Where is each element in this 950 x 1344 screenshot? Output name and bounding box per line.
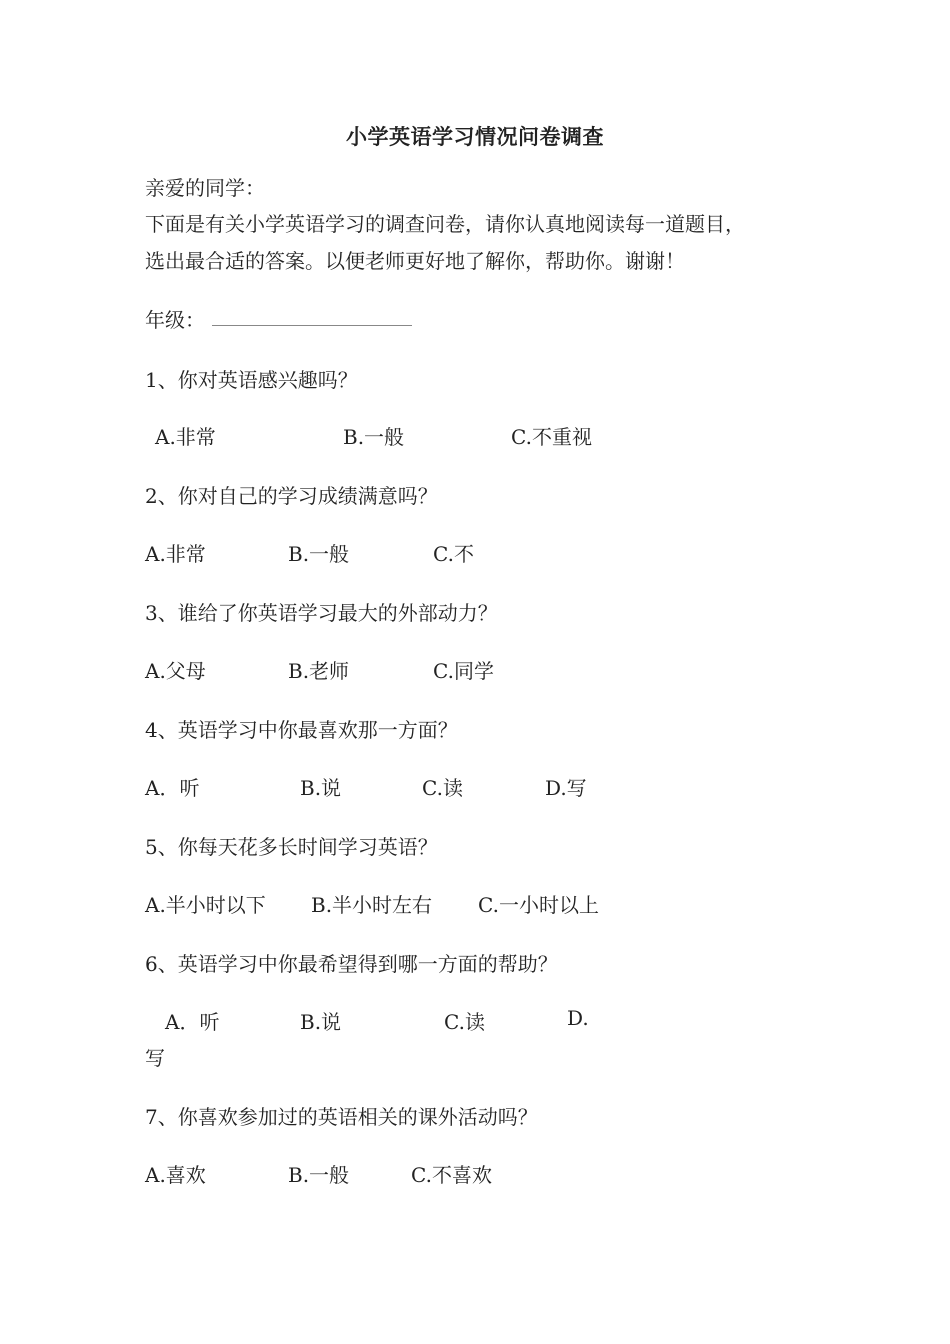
q1-option-a[interactable]: A.非常 [155,425,216,449]
intro-line-2: 选出最合适的答案。以便老师更好地了解你，帮助你。谢谢！ [145,249,685,273]
q5-option-a[interactable]: A.半小时以下 [145,893,266,917]
grade-label: 年级： [145,308,205,332]
q7-option-c[interactable]: C.不喜欢 [411,1163,492,1187]
q6-option-d[interactable]: D. [567,1006,589,1030]
q3-option-b[interactable]: B.老师 [288,659,350,683]
question-2: 2、你对自己的学习成绩满意吗？ [145,484,438,508]
q5-option-b[interactable]: B.半小时左右 [311,893,433,917]
q4-option-d[interactable]: D.写 [545,776,587,800]
q7-option-b[interactable]: B.一般 [288,1163,350,1187]
q2-option-c[interactable]: C.不 [433,542,474,566]
q6-option-c[interactable]: C.读 [444,1010,485,1034]
question-6: 6、英语学习中你最希望得到哪一方面的帮助？ [145,952,558,976]
question-1: 1、你对英语感兴趣吗？ [145,368,358,392]
intro-line-1: 下面是有关小学英语学习的调查问卷，请你认真地阅读每一道题目， [145,212,745,236]
q2-option-a[interactable]: A.非常 [145,542,206,566]
q6-option-a[interactable]: A．听 [165,1010,220,1034]
q1-option-c[interactable]: C.不重视 [511,425,592,449]
q3-option-a[interactable]: A.父母 [145,659,206,683]
question-3: 3、谁给了你英语学习最大的外部动力？ [145,601,498,625]
q7-option-a[interactable]: A.喜欢 [145,1163,206,1187]
q3-option-c[interactable]: C.同学 [433,659,494,683]
q2-option-b[interactable]: B.一般 [288,542,350,566]
page-title: 小学英语学习情况问卷调查 [346,124,604,149]
question-4: 4、英语学习中你最喜欢那一方面？ [145,718,458,742]
greeting: 亲爱的同学： [145,176,265,200]
grade-blank-field[interactable] [212,325,412,326]
q6-option-b[interactable]: B.说 [300,1010,342,1034]
question-7: 7、你喜欢参加过的英语相关的课外活动吗？ [145,1105,538,1129]
q1-option-b[interactable]: B.一般 [343,425,405,449]
q5-option-c[interactable]: C.一小时以上 [478,893,599,917]
q6-option-d-text: 写 [145,1046,165,1070]
q4-option-c[interactable]: C.读 [422,776,463,800]
q4-option-b[interactable]: B.说 [300,776,342,800]
question-5: 5、你每天花多长时间学习英语？ [145,835,438,859]
q4-option-a[interactable]: A．听 [145,776,200,800]
